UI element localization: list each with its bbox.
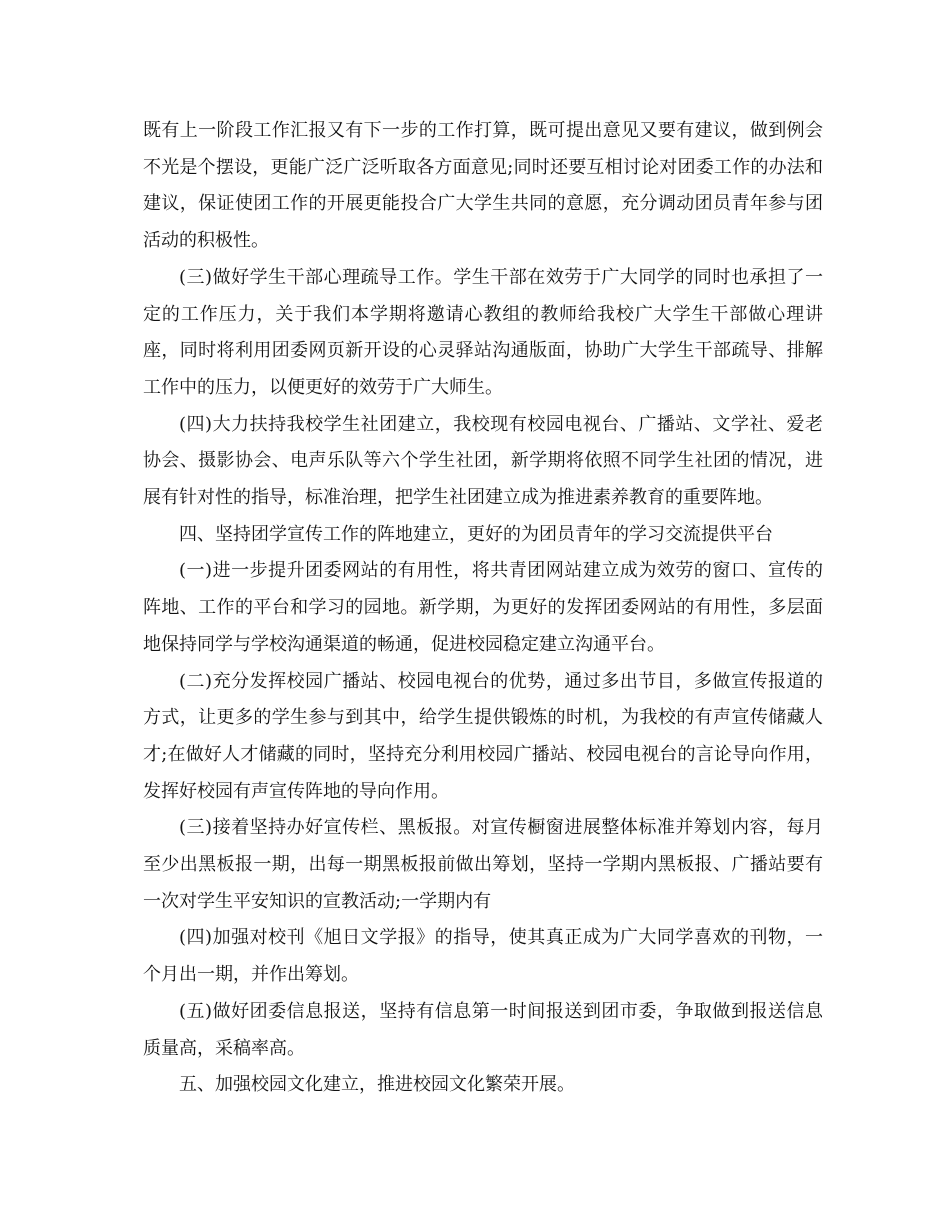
paragraph: (一)进一步提升团委网站的有用性，将共青团网站建立成为效劳的窗口、宣传的阵地、工作的平台和学习的园地。新学期，为更好的发挥团委网站的有用性，多层面地保持同学与学校沟通渠道的畅通，促进校园稳定建立沟通平台。	[143, 560, 823, 655]
paragraph: (五)做好团委信息报送，坚持有信息第一时间报送到团市委，争取做到报送信息质量高，采稿率高。	[143, 1000, 823, 1059]
paragraph: (四)加强对校刊《旭日文学报》的指导，使其真正成为广大同学喜欢的刊物，一个月出一期，并作出筹划。	[143, 927, 823, 986]
paragraph: (三)做好学生干部心理疏导工作。学生干部在效劳于广大同学的同时也承担了一定的工作压力，关于我们本学期将邀请心教组的教师给我校广大学生干部做心理讲座，同时将利用团委网页新开设的心灵驿站沟通版面，协助广大学生干部疏导、排解工作中的压力，以便更好的效劳于广大师生。	[143, 266, 823, 398]
paragraph: (四)大力扶持我校学生社团建立，我校现有校园电视台、广播站、文学社、爱老协会、摄影协会、电声乐队等六个学生社团，新学期将依照不同学生社团的情况，进展有针对性的指导，标准治理，把学生社团建立成为推进素养教育的重要阵地。	[143, 413, 823, 509]
document-body	[143, 113, 823, 1104]
section-heading: 四、坚持团学宣传工作的阵地建立，更好的为团员青年的学习交流提供平台	[179, 523, 773, 545]
paragraph: (二)充分发挥校园广播站、校园电视台的优势，通过多出节目，多做宣传报道的方式，让更多的学生参与到其中，给学生提供锻炼的时机，为我校的有声宣传储藏人才;在做好人才储藏的同时，坚持充分利用校园广播站、校园电视台的言论导向作用，发挥好校园有声宣传阵地的导向作用。	[143, 670, 823, 802]
section-heading: 五、加强校园文化建立，推进校园文化繁荣开展。	[179, 1074, 575, 1096]
paragraph: 既有上一阶段工作汇报又有下一步的工作打算，既可提出意见又要有建议，做到例会不光是个摆设，更能广泛广泛听取各方面意见;同时还要互相讨论对团委工作的办法和建议，保证使团工作的开展更能投合广大学生共同的意愿，充分调动团员青年参与团活动的积极性。	[143, 120, 823, 252]
paragraph: (三)接着坚持办好宣传栏、黑板报。对宣传橱窗进展整体标准并筹划内容，每月至少出黑板报一期，出每一期黑板报前做出筹划，坚持一学期内黑板报、广播站要有一次对学生平安知识的宣教活动;一学期内有	[143, 817, 823, 912]
